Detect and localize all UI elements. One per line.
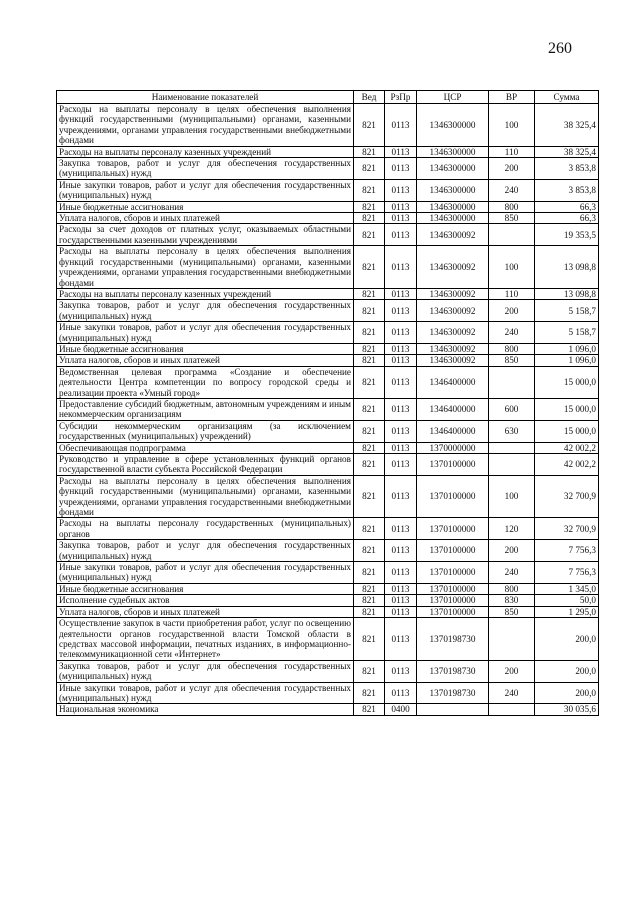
table-row [57, 704, 599, 715]
cell-sum: 42 002,2 [535, 454, 599, 476]
cell-ved: 821 [354, 355, 385, 366]
cell-csr: 1370198730 [417, 618, 489, 661]
cell-sum: 13 098,8 [535, 288, 599, 299]
cell-rzpr: 0113 [385, 618, 417, 661]
cell-rzpr: 0113 [385, 246, 417, 289]
cell-ved: 821 [354, 454, 385, 476]
cell-name: Расходы за счет доходов от платных услуг, оказываемых областными государственными казенными учреждениями [57, 224, 354, 246]
cell-ved: 821 [354, 518, 385, 540]
table-row [57, 355, 599, 366]
cell-sum: 3 853,8 [535, 158, 599, 180]
cell-name: Расходы на выплаты персоналу государственных (муниципальных) органов [57, 518, 354, 540]
cell-sum: 200,0 [535, 660, 599, 682]
cell-sum: 200,0 [535, 682, 599, 704]
table-body [57, 104, 599, 716]
cell-csr: 1370000000 [417, 442, 489, 453]
cell-csr: 1370198730 [417, 682, 489, 704]
table-row [57, 224, 599, 246]
cell-rzpr: 0113 [385, 146, 417, 157]
cell-sum: 1 096,0 [535, 355, 599, 366]
table-row [57, 246, 599, 289]
cell-sum: 66,3 [535, 201, 599, 212]
cell-rzpr: 0113 [385, 475, 417, 518]
cell-name: Расходы на выплаты персоналу казенных учреждений [57, 288, 354, 299]
cell-ved: 821 [354, 606, 385, 617]
cell-sum: 15 000,0 [535, 420, 599, 442]
cell-name: Уплата налогов, сборов и иных платежей [57, 355, 354, 366]
table-row [57, 179, 599, 201]
cell-ved: 821 [354, 246, 385, 289]
table-header-row [57, 91, 599, 104]
table-row [57, 201, 599, 212]
cell-ved: 821 [354, 442, 385, 453]
cell-name: Иные бюджетные ассигнования [57, 201, 354, 212]
cell-rzpr: 0113 [385, 583, 417, 594]
cell-rzpr: 0113 [385, 595, 417, 606]
table-row [57, 454, 599, 476]
cell-rzpr: 0113 [385, 682, 417, 704]
table-row [57, 343, 599, 354]
cell-csr: 1370100000 [417, 540, 489, 562]
cell-csr: 1370198730 [417, 660, 489, 682]
cell-rzpr: 0113 [385, 288, 417, 299]
cell-rzpr: 0113 [385, 179, 417, 201]
header-vr: ВР [489, 91, 535, 104]
cell-ved: 821 [354, 288, 385, 299]
cell-csr: 1346300092 [417, 246, 489, 289]
cell-rzpr: 0113 [385, 518, 417, 540]
table-row [57, 104, 599, 147]
cell-name: Обеспечивающая подпрограмма [57, 442, 354, 453]
cell-sum: 7 756,3 [535, 562, 599, 584]
cell-vr: 850 [489, 213, 535, 224]
cell-name: Предоставление субсидий бюджетным, автономным учреждениям и иным некоммерческим организациям [57, 398, 354, 420]
cell-rzpr: 0113 [385, 606, 417, 617]
table-row [57, 300, 599, 322]
cell-ved: 821 [354, 420, 385, 442]
cell-name: Уплата налогов, сборов и иных платежей [57, 213, 354, 224]
cell-rzpr: 0113 [385, 398, 417, 420]
cell-name: Уплата налогов, сборов и иных платежей [57, 606, 354, 617]
cell-vr: 240 [489, 682, 535, 704]
cell-ved: 821 [354, 682, 385, 704]
header-csr: ЦСР [417, 91, 489, 104]
cell-vr: 100 [489, 475, 535, 518]
cell-rzpr: 0113 [385, 442, 417, 453]
cell-rzpr: 0113 [385, 562, 417, 584]
budget-table [56, 90, 599, 716]
table-row [57, 398, 599, 420]
cell-name: Расходы на выплаты персоналу в целях обеспечения выполнения функций государственными (муниципальными) органами, казенными учреждениями, органами управления государственными внебюджетными фондами [57, 475, 354, 518]
cell-ved: 821 [354, 704, 385, 715]
cell-name: Иные закупки товаров, работ и услуг для обеспечения государственных (муниципальных) нужд [57, 179, 354, 201]
cell-vr: 100 [489, 104, 535, 147]
cell-vr [489, 454, 535, 476]
cell-vr [489, 442, 535, 453]
cell-name: Руководство и управление в сфере установленных функций органов государственной власти субъекта Российской Федерации [57, 454, 354, 476]
header-rzpr: РзПр [385, 91, 417, 104]
cell-csr: 1346300000 [417, 158, 489, 180]
cell-ved: 821 [354, 201, 385, 212]
cell-vr: 800 [489, 583, 535, 594]
cell-vr: 120 [489, 518, 535, 540]
cell-vr: 110 [489, 146, 535, 157]
cell-csr: 1370100000 [417, 606, 489, 617]
cell-sum: 15 000,0 [535, 366, 599, 398]
page-number: 260 [548, 40, 572, 57]
cell-csr: 1346300000 [417, 146, 489, 157]
cell-ved: 821 [354, 179, 385, 201]
cell-rzpr: 0113 [385, 224, 417, 246]
cell-name: Закупка товаров, работ и услуг для обеспечения государственных (муниципальных) нужд [57, 300, 354, 322]
cell-rzpr: 0113 [385, 322, 417, 344]
cell-sum: 15 000,0 [535, 398, 599, 420]
header-sum: Сумма [535, 91, 599, 104]
cell-vr: 630 [489, 420, 535, 442]
table-row [57, 213, 599, 224]
cell-vr: 200 [489, 300, 535, 322]
cell-sum: 38 325,4 [535, 146, 599, 157]
cell-csr: 1346400000 [417, 366, 489, 398]
cell-csr: 1370100000 [417, 518, 489, 540]
cell-ved: 821 [354, 562, 385, 584]
cell-vr: 100 [489, 246, 535, 289]
cell-rzpr: 0113 [385, 343, 417, 354]
table-row [57, 322, 599, 344]
cell-name: Расходы на выплаты персоналу в целях обеспечения выполнения функций государственными (муниципальными) органами, казенными учреждениями, органами управления государственными внебюджетными фондами [57, 104, 354, 147]
table-row [57, 475, 599, 518]
cell-vr: 240 [489, 562, 535, 584]
cell-sum: 1 096,0 [535, 343, 599, 354]
cell-sum: 32 700,9 [535, 518, 599, 540]
header-ved: Вед [354, 91, 385, 104]
cell-vr: 800 [489, 343, 535, 354]
cell-sum: 1 345,0 [535, 583, 599, 594]
cell-name: Расходы на выплаты персоналу казенных учреждений [57, 146, 354, 157]
cell-rzpr: 0400 [385, 704, 417, 715]
cell-csr: 1346300000 [417, 213, 489, 224]
cell-sum: 1 295,0 [535, 606, 599, 617]
cell-rzpr: 0113 [385, 355, 417, 366]
cell-ved: 821 [354, 300, 385, 322]
table-row [57, 288, 599, 299]
cell-rzpr: 0113 [385, 104, 417, 147]
cell-csr: 1346300000 [417, 201, 489, 212]
cell-ved: 821 [354, 104, 385, 147]
cell-name: Расходы на выплаты персоналу в целях обеспечения выполнения функций государственными (муниципальными) органами, казенными учреждениями, органами управления государственными внебюджетными фондами [57, 246, 354, 289]
cell-csr: 1346300092 [417, 355, 489, 366]
cell-vr [489, 618, 535, 661]
cell-name: Национальная экономика [57, 704, 354, 715]
cell-rzpr: 0113 [385, 213, 417, 224]
table-row [57, 420, 599, 442]
table-row [57, 618, 599, 661]
cell-sum: 32 700,9 [535, 475, 599, 518]
cell-sum: 13 098,8 [535, 246, 599, 289]
cell-rzpr: 0113 [385, 158, 417, 180]
cell-name: Ведомственная целевая программа «Создание и обеспечение деятельности Центра компетенции по вопросу городской среды и реализации проекта «Умный город» [57, 366, 354, 398]
cell-sum: 5 158,7 [535, 300, 599, 322]
cell-vr: 200 [489, 660, 535, 682]
cell-csr: 1346400000 [417, 398, 489, 420]
cell-vr: 200 [489, 158, 535, 180]
cell-csr: 1370100000 [417, 562, 489, 584]
cell-csr [417, 704, 489, 715]
cell-csr: 1346300000 [417, 179, 489, 201]
cell-vr: 850 [489, 606, 535, 617]
cell-name: Иные закупки товаров, работ и услуг для обеспечения государственных (муниципальных) нужд [57, 682, 354, 704]
cell-name: Субсидии некоммерческим организациям (за исключением государственных (муниципальных) учреждений) [57, 420, 354, 442]
cell-csr: 1370100000 [417, 583, 489, 594]
cell-rzpr: 0113 [385, 201, 417, 212]
cell-ved: 821 [354, 224, 385, 246]
cell-rzpr: 0113 [385, 660, 417, 682]
table-row [57, 583, 599, 594]
cell-csr: 1346300092 [417, 224, 489, 246]
cell-sum: 19 353,5 [535, 224, 599, 246]
table-row [57, 606, 599, 617]
table-row [57, 442, 599, 453]
cell-vr: 850 [489, 355, 535, 366]
table-row [57, 660, 599, 682]
cell-csr: 1370100000 [417, 475, 489, 518]
cell-sum: 42 002,2 [535, 442, 599, 453]
cell-name: Иные бюджетные ассигнования [57, 583, 354, 594]
cell-name: Закупка товаров, работ и услуг для обеспечения государственных (муниципальных) нужд [57, 540, 354, 562]
cell-vr [489, 366, 535, 398]
cell-vr [489, 704, 535, 715]
cell-csr: 1370100000 [417, 454, 489, 476]
cell-vr [489, 224, 535, 246]
cell-ved: 821 [354, 366, 385, 398]
cell-name: Иные бюджетные ассигнования [57, 343, 354, 354]
cell-ved: 821 [354, 158, 385, 180]
cell-ved: 821 [354, 540, 385, 562]
header-name: Наименование показателей [57, 91, 354, 104]
cell-name: Иные закупки товаров, работ и услуг для обеспечения государственных (муниципальных) нужд [57, 322, 354, 344]
cell-ved: 821 [354, 660, 385, 682]
cell-name: Исполнение судебных актов [57, 595, 354, 606]
cell-sum: 30 035,6 [535, 704, 599, 715]
cell-ved: 821 [354, 475, 385, 518]
cell-csr: 1346300092 [417, 288, 489, 299]
cell-csr: 1346300092 [417, 343, 489, 354]
cell-vr: 800 [489, 201, 535, 212]
cell-rzpr: 0113 [385, 540, 417, 562]
table-row [57, 682, 599, 704]
cell-sum: 50,0 [535, 595, 599, 606]
cell-vr: 830 [489, 595, 535, 606]
cell-ved: 821 [354, 213, 385, 224]
cell-csr: 1346300000 [417, 104, 489, 147]
cell-name: Иные закупки товаров, работ и услуг для обеспечения государственных (муниципальных) нужд [57, 562, 354, 584]
cell-ved: 821 [354, 618, 385, 661]
cell-sum: 38 325,4 [535, 104, 599, 147]
cell-name: Закупка товаров, работ и услуг для обеспечения государственных (муниципальных) нужд [57, 660, 354, 682]
cell-ved: 821 [354, 595, 385, 606]
table-row [57, 595, 599, 606]
cell-rzpr: 0113 [385, 300, 417, 322]
cell-name: Закупка товаров, работ и услуг для обеспечения государственных (муниципальных) нужд [57, 158, 354, 180]
cell-vr: 200 [489, 540, 535, 562]
cell-ved: 821 [354, 146, 385, 157]
cell-vr: 240 [489, 179, 535, 201]
table-row [57, 540, 599, 562]
cell-ved: 821 [354, 583, 385, 594]
cell-rzpr: 0113 [385, 420, 417, 442]
cell-sum: 66,3 [535, 213, 599, 224]
cell-vr: 110 [489, 288, 535, 299]
cell-ved: 821 [354, 343, 385, 354]
cell-name: Осуществление закупок в части приобретения работ, услуг по освещению деятельности органов государственной власти Томской области в средствах массовой информации, печатных изданиях, в информационно-телекоммуникационной сети «Интернет» [57, 618, 354, 661]
table-row [57, 146, 599, 157]
cell-csr: 1370100000 [417, 595, 489, 606]
cell-sum: 200,0 [535, 618, 599, 661]
cell-ved: 821 [354, 322, 385, 344]
cell-vr: 240 [489, 322, 535, 344]
table-row [57, 518, 599, 540]
cell-csr: 1346300092 [417, 300, 489, 322]
table-row [57, 366, 599, 398]
cell-rzpr: 0113 [385, 454, 417, 476]
cell-sum: 3 853,8 [535, 179, 599, 201]
cell-ved: 821 [354, 398, 385, 420]
cell-rzpr: 0113 [385, 366, 417, 398]
cell-csr: 1346300092 [417, 322, 489, 344]
cell-sum: 5 158,7 [535, 322, 599, 344]
table-row [57, 562, 599, 584]
cell-vr: 600 [489, 398, 535, 420]
table-row [57, 158, 599, 180]
cell-sum: 7 756,3 [535, 540, 599, 562]
cell-csr: 1346400000 [417, 420, 489, 442]
